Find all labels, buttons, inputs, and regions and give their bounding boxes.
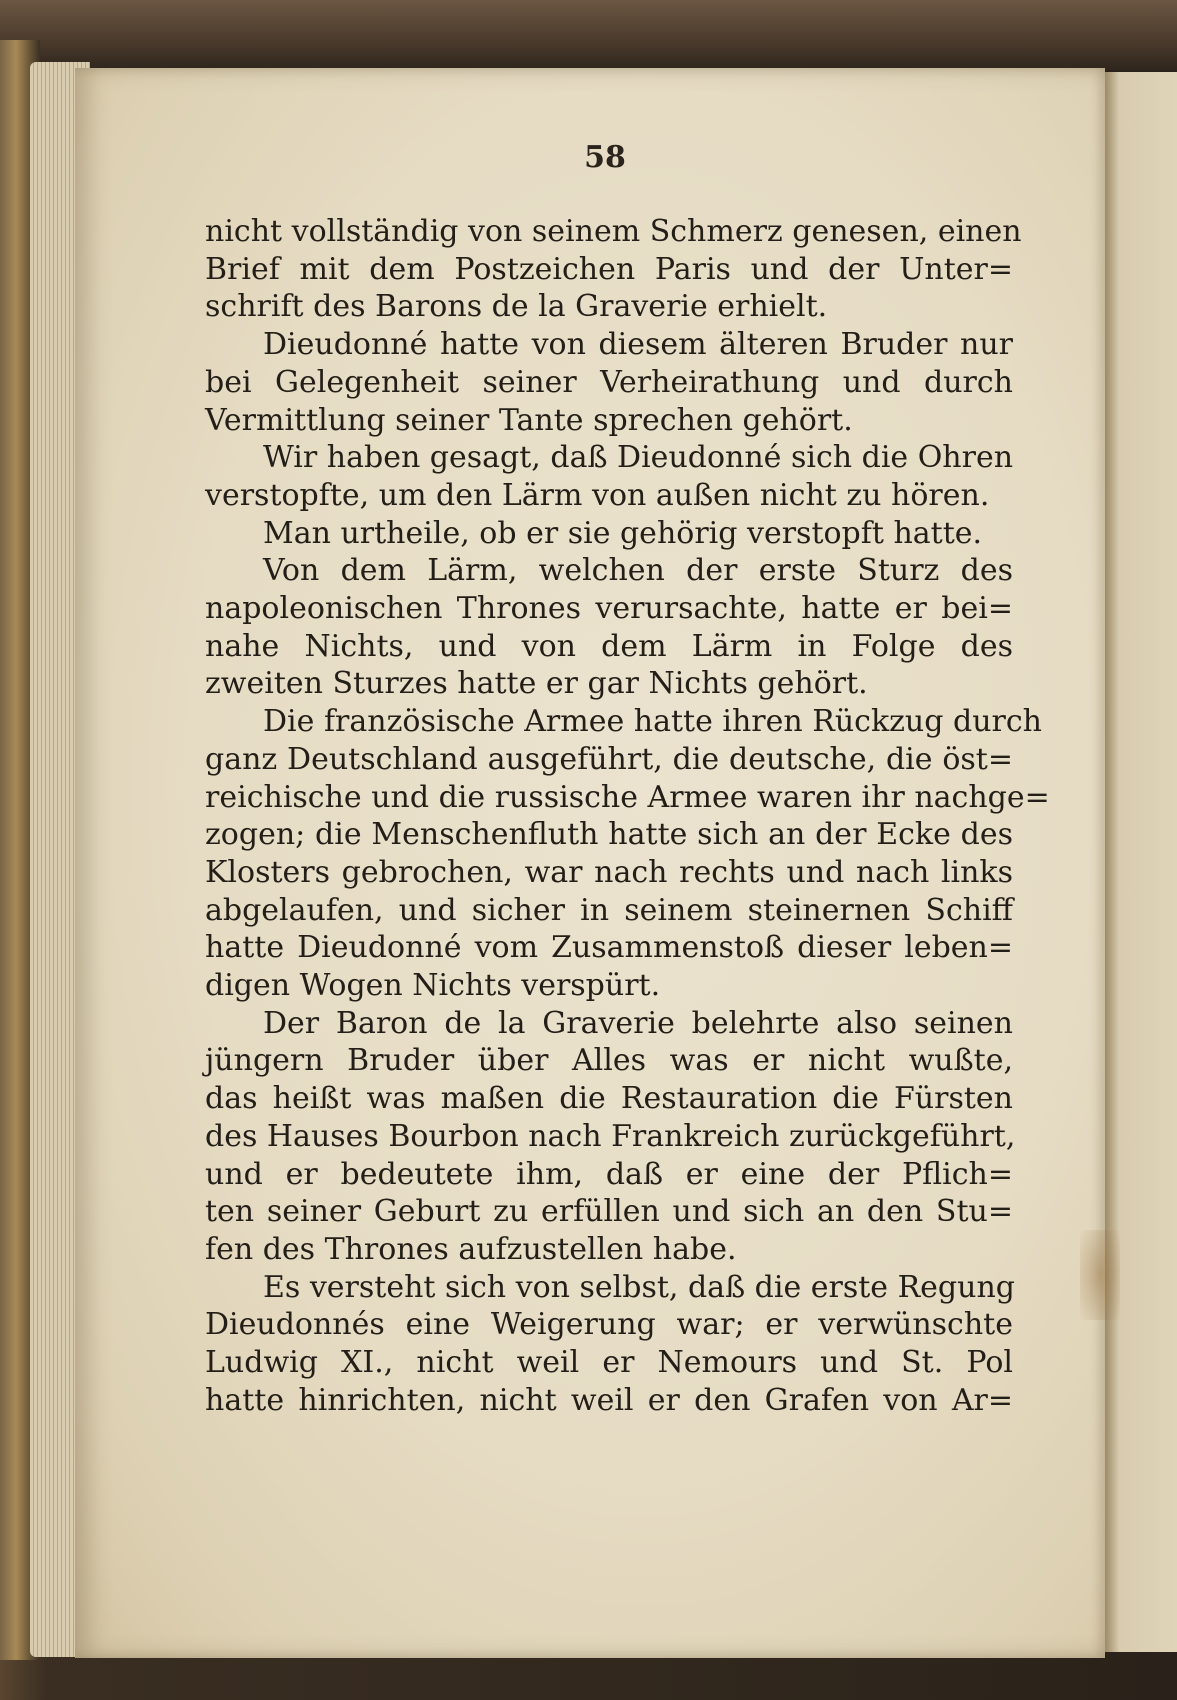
text-line: nicht vollständig von seinem Schmerz genesen, einen <box>205 214 1022 249</box>
text-line: Vermittlung seiner Tante sprechen gehört. <box>205 402 853 438</box>
text-line: Dieudonnés eine Weigerung war; er verwünschte <box>205 1307 1013 1343</box>
text-line: und er bedeutete ihm, daß er eine der Pflich= <box>205 1156 1013 1192</box>
text-line: Man urtheile, ob er sie gehörig verstopft hatte. <box>263 515 983 551</box>
text-line: Klosters gebrochen, war nach rechts und nach links <box>205 854 1013 890</box>
text-line: reichische und die russische Armee waren ihr nachge= <box>205 779 1050 815</box>
text-line: zogen; die Menschenfluth hatte sich an der Ecke des <box>205 817 1013 853</box>
text-line: bei Gelegenheit seiner Verheirathung und durch <box>205 364 1013 400</box>
text-line: napoleonischen Thrones verursachte, hatte er bei= <box>205 591 1013 627</box>
text-line: zweiten Sturzes hatte er gar Nichts gehört. <box>205 666 868 702</box>
text-line: Der Baron de la Graverie belehrte also seinen <box>263 1005 1013 1041</box>
text-line: jüngern Bruder über Alles was er nicht wußte, <box>205 1043 1013 1079</box>
text-line: hatte Dieudonné vom Zusammenstoß dieser leben= <box>205 930 1013 966</box>
text-line: Brief mit dem Postzeichen Paris und der Unter= <box>205 251 1013 287</box>
text-line: verstopfte, um den Lärm von außen nicht zu hören. <box>205 477 990 513</box>
text-line: ganz Deutschland ausgeführt, die deutsche, die öst= <box>205 741 1013 777</box>
body-text <box>205 213 1050 1420</box>
page-stain <box>1080 1230 1120 1320</box>
text-line: fen des Thrones aufzustellen habe. <box>205 1231 737 1267</box>
text-line: Es versteht sich von selbst, daß die erste Regung <box>263 1269 1015 1305</box>
text-line: Wir haben gesagt, daß Dieudonné sich die Ohren <box>263 440 1014 476</box>
text-line: Ludwig XI., nicht weil er Nemours und St. Pol <box>205 1345 1013 1381</box>
text-line: Von dem Lärm, welchen der erste Sturz des <box>263 553 1013 589</box>
text-line: das heißt was maßen die Restauration die Fürsten <box>205 1081 1013 1117</box>
book-cover-top <box>0 0 1177 70</box>
text-line: digen Wogen Nichts verspürt. <box>205 968 661 1004</box>
text-line: schrift des Barons de la Graverie erhielt. <box>205 289 828 325</box>
text-line: hatte hinrichten, nicht weil er den Grafen von Ar= <box>205 1382 1013 1418</box>
text-line: abgelaufen, und sicher in seinem steinernen Schiff <box>205 892 1013 928</box>
text-line: des Hauses Bourbon nach Frankreich zurückgeführt, <box>205 1118 1016 1154</box>
text-line: Die französische Armee hatte ihren Rückzug durch <box>263 704 1042 740</box>
text-line: ten seiner Geburt zu erfüllen und sich an den Stu= <box>205 1194 1013 1230</box>
text-line: Dieudonné hatte von diesem älteren Bruder nur <box>263 327 1013 363</box>
text-line: nahe Nichts, und von dem Lärm in Folge des <box>205 628 1013 664</box>
next-page-edge <box>1105 72 1177 1652</box>
page-number: 58 <box>584 140 626 175</box>
